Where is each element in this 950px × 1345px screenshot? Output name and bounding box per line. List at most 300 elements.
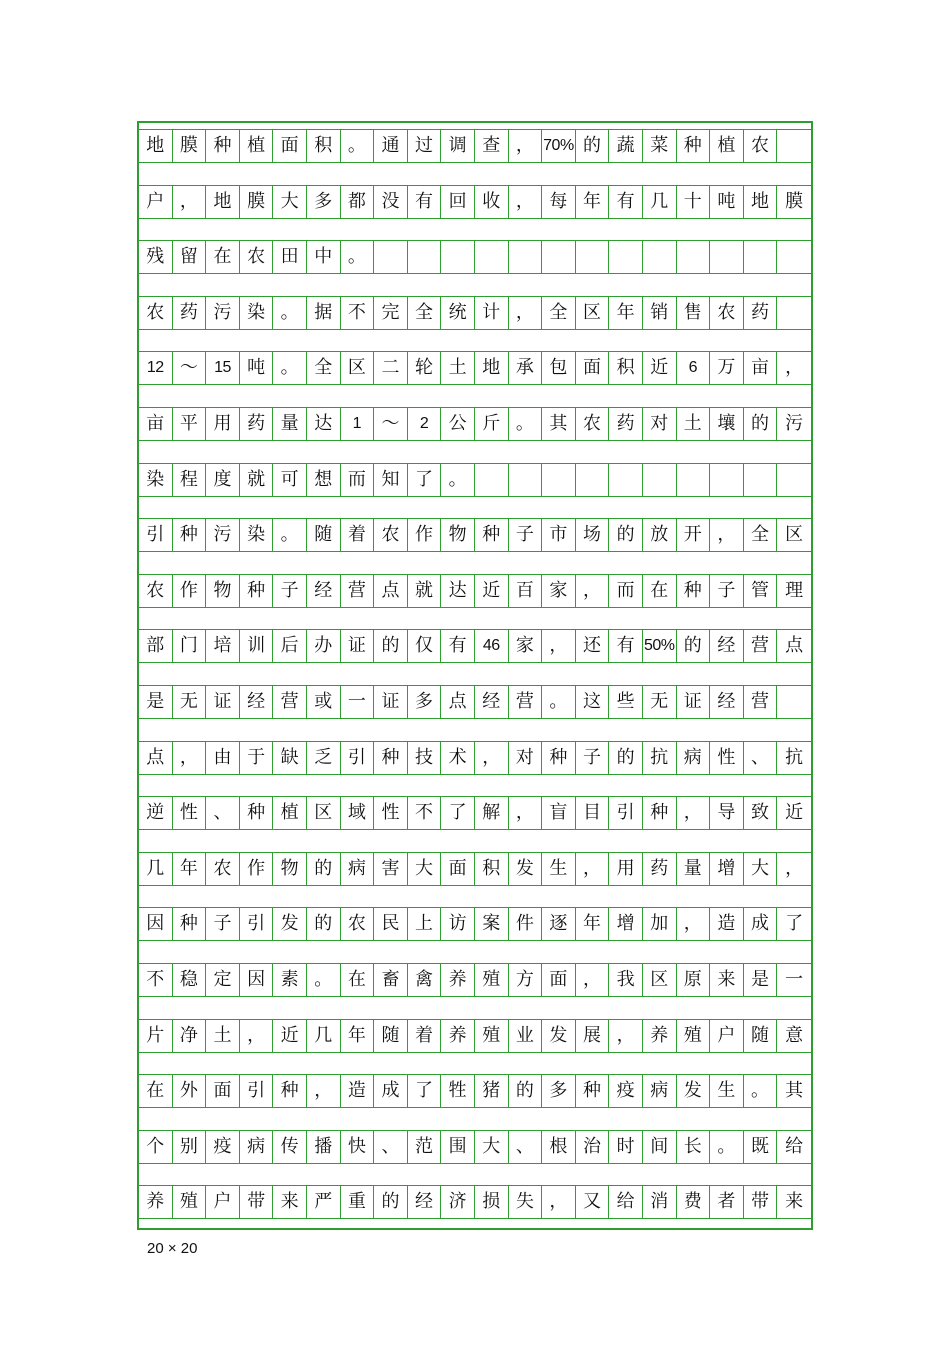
grid-cell: 其 bbox=[777, 1074, 811, 1108]
grid-cell: 缺 bbox=[273, 741, 307, 775]
grid-cell: ， bbox=[307, 1074, 341, 1108]
grid-cell: 的 bbox=[307, 907, 341, 941]
grid-cell: 46 bbox=[475, 629, 509, 663]
grid-cell: 几 bbox=[139, 852, 173, 886]
grid-cell: 药 bbox=[609, 407, 643, 441]
grid-cell: 地 bbox=[139, 129, 173, 163]
grid-cell: 后 bbox=[273, 629, 307, 663]
grid-cell: 过 bbox=[408, 129, 442, 163]
grid-cell: 近 bbox=[273, 1019, 307, 1053]
grid-cell: 可 bbox=[273, 463, 307, 497]
grid-cell: 药 bbox=[240, 407, 274, 441]
grid-row bbox=[139, 518, 811, 552]
grid-cell: 就 bbox=[240, 463, 274, 497]
grid-cell bbox=[744, 463, 778, 497]
grid-cell: 带 bbox=[744, 1185, 778, 1219]
grid-cell: 土 bbox=[441, 351, 475, 385]
grid-cell: 农 bbox=[240, 240, 274, 274]
grid-cell: 证 bbox=[374, 685, 408, 719]
grid-cell: 农 bbox=[576, 407, 610, 441]
grid-cell: 全 bbox=[307, 351, 341, 385]
grid-cell: 染 bbox=[240, 296, 274, 330]
grid-cell: 传 bbox=[273, 1130, 307, 1164]
grid-cell: 轮 bbox=[408, 351, 442, 385]
grid-cell: 增 bbox=[609, 907, 643, 941]
grid-cell: 有 bbox=[441, 629, 475, 663]
grid-cell: 面 bbox=[441, 852, 475, 886]
grid-cell: 养 bbox=[441, 963, 475, 997]
grid-cell: 来 bbox=[710, 963, 744, 997]
grid-cell: 发 bbox=[542, 1019, 576, 1053]
grid-cell bbox=[777, 240, 811, 274]
grid-cell: ， bbox=[173, 185, 207, 219]
grid-cell: 经 bbox=[710, 629, 744, 663]
grid-cell: 膜 bbox=[240, 185, 274, 219]
grid-cell: 土 bbox=[677, 407, 711, 441]
grid-cell: 件 bbox=[509, 907, 543, 941]
grid-cell: 性 bbox=[374, 796, 408, 830]
grid-cell: 长 bbox=[677, 1130, 711, 1164]
grid-cell: ， bbox=[509, 796, 543, 830]
grid-cell: 发 bbox=[509, 852, 543, 886]
grid-cell: 点 bbox=[374, 574, 408, 608]
grid-cell: 全 bbox=[408, 296, 442, 330]
grid-cell bbox=[677, 240, 711, 274]
grid-cell bbox=[509, 463, 543, 497]
grid-cell: 70% bbox=[542, 129, 576, 163]
grid-cell: 消 bbox=[643, 1185, 677, 1219]
grid-cell: 二 bbox=[374, 351, 408, 385]
grid-cell: 致 bbox=[744, 796, 778, 830]
grid-cell bbox=[475, 240, 509, 274]
grid-cell: 全 bbox=[744, 518, 778, 552]
grid-cell: 公 bbox=[441, 407, 475, 441]
grid-cell: 重 bbox=[341, 1185, 375, 1219]
grid-cell: 的 bbox=[374, 1185, 408, 1219]
grid-cell: 户 bbox=[139, 185, 173, 219]
grid-cell: 殖 bbox=[677, 1019, 711, 1053]
grid-cell: 包 bbox=[542, 351, 576, 385]
grid-cell: 2 bbox=[408, 407, 442, 441]
grid-cell: 来 bbox=[777, 1185, 811, 1219]
grid-cell: 训 bbox=[240, 629, 274, 663]
grid-row bbox=[139, 907, 811, 941]
grid-cell: 无 bbox=[643, 685, 677, 719]
grid-cell: 案 bbox=[475, 907, 509, 941]
grid-row bbox=[139, 296, 811, 330]
grid-cell: 区 bbox=[777, 518, 811, 552]
grid-cell: 业 bbox=[509, 1019, 543, 1053]
grid-cell: 因 bbox=[240, 963, 274, 997]
grid-cell: 造 bbox=[710, 907, 744, 941]
grid-cell: 收 bbox=[475, 185, 509, 219]
grid-cell: 原 bbox=[677, 963, 711, 997]
grid-cell: 近 bbox=[475, 574, 509, 608]
grid-cell: 养 bbox=[139, 1185, 173, 1219]
grid-cell: 无 bbox=[173, 685, 207, 719]
grid-cell: 营 bbox=[273, 685, 307, 719]
grid-cell: 子 bbox=[206, 907, 240, 941]
grid-cell: 地 bbox=[475, 351, 509, 385]
grid-cell: 给 bbox=[777, 1130, 811, 1164]
grid-cell: 管 bbox=[744, 574, 778, 608]
grid-cell: 种 bbox=[677, 129, 711, 163]
grid-cell: 、 bbox=[744, 741, 778, 775]
grid-cell: 留 bbox=[173, 240, 207, 274]
grid-cell: 于 bbox=[240, 741, 274, 775]
grid-cell: 地 bbox=[206, 185, 240, 219]
grid-cell: 家 bbox=[542, 574, 576, 608]
grid-cell: 子 bbox=[710, 574, 744, 608]
grid-cell: 亩 bbox=[139, 407, 173, 441]
grid-cell: 证 bbox=[341, 629, 375, 663]
grid-cell: 营 bbox=[509, 685, 543, 719]
grid-cell: 的 bbox=[609, 741, 643, 775]
grid-cell: 的 bbox=[307, 852, 341, 886]
grid-cell: 了 bbox=[441, 796, 475, 830]
grid-cell: 物 bbox=[273, 852, 307, 886]
grid-cell: 解 bbox=[475, 796, 509, 830]
grid-cell: 万 bbox=[710, 351, 744, 385]
grid-cell: 一 bbox=[341, 685, 375, 719]
grid-cell: 种 bbox=[677, 574, 711, 608]
grid-cell: 增 bbox=[710, 852, 744, 886]
grid-cell: ～ bbox=[173, 351, 207, 385]
grid-cell: 的 bbox=[374, 629, 408, 663]
grid-cell bbox=[777, 463, 811, 497]
grid-cell: 疫 bbox=[609, 1074, 643, 1108]
grid-cell: 的 bbox=[744, 407, 778, 441]
grid-cell: 目 bbox=[576, 796, 610, 830]
grid-row bbox=[139, 1019, 811, 1053]
grid-cell: 物 bbox=[206, 574, 240, 608]
grid-cell bbox=[609, 240, 643, 274]
grid-cell: 的 bbox=[509, 1074, 543, 1108]
grid-row bbox=[139, 240, 811, 274]
grid-cell: ， bbox=[609, 1019, 643, 1053]
grid-cell: 成 bbox=[744, 907, 778, 941]
grid-cell: ， bbox=[509, 185, 543, 219]
grid-cell: 市 bbox=[542, 518, 576, 552]
grid-cell: 抗 bbox=[643, 741, 677, 775]
grid-cell: 植 bbox=[710, 129, 744, 163]
grid-cell: 牲 bbox=[441, 1074, 475, 1108]
grid-cell: 点 bbox=[139, 741, 173, 775]
grid-cell: 几 bbox=[307, 1019, 341, 1053]
grid-cell bbox=[777, 685, 811, 719]
grid-row bbox=[139, 741, 811, 775]
grid-cell: 不 bbox=[139, 963, 173, 997]
grid-cell: 点 bbox=[777, 629, 811, 663]
grid-cell: 着 bbox=[341, 518, 375, 552]
grid-cell: 吨 bbox=[710, 185, 744, 219]
grid-cell: 根 bbox=[542, 1130, 576, 1164]
grid-cell bbox=[777, 129, 811, 163]
grid-cell: 经 bbox=[240, 685, 274, 719]
grid-cell: 作 bbox=[240, 852, 274, 886]
grid-cell: 子 bbox=[576, 741, 610, 775]
grid-row bbox=[139, 129, 811, 163]
grid-cell: 猪 bbox=[475, 1074, 509, 1108]
grid-cell: 的 bbox=[677, 629, 711, 663]
grid-row bbox=[139, 629, 811, 663]
grid-cell: 吨 bbox=[240, 351, 274, 385]
grid-cell: 植 bbox=[240, 129, 274, 163]
grid-cell bbox=[374, 240, 408, 274]
grid-cell: ， bbox=[576, 574, 610, 608]
grid-cell: 对 bbox=[643, 407, 677, 441]
grid-cell: 养 bbox=[441, 1019, 475, 1053]
grid-cell: ， bbox=[509, 129, 543, 163]
grid-cell: 回 bbox=[441, 185, 475, 219]
grid-cell: 子 bbox=[509, 518, 543, 552]
grid-row bbox=[139, 407, 811, 441]
grid-cell: 经 bbox=[408, 1185, 442, 1219]
grid-cell: 农 bbox=[206, 852, 240, 886]
grid-cell: 染 bbox=[139, 463, 173, 497]
grid-cell: 面 bbox=[542, 963, 576, 997]
grid-cell: 别 bbox=[173, 1130, 207, 1164]
grid-cell: 访 bbox=[441, 907, 475, 941]
grid-cell: 种 bbox=[475, 518, 509, 552]
grid-cell: 。 bbox=[273, 518, 307, 552]
grid-cell: 就 bbox=[408, 574, 442, 608]
grid-cell: 每 bbox=[542, 185, 576, 219]
grid-cell: 对 bbox=[509, 741, 543, 775]
grid-cell: 既 bbox=[744, 1130, 778, 1164]
grid-cell: 门 bbox=[173, 629, 207, 663]
grid-cell: 引 bbox=[341, 741, 375, 775]
grid-cell: 引 bbox=[240, 1074, 274, 1108]
grid-cell: 部 bbox=[139, 629, 173, 663]
grid-cell: ， bbox=[710, 518, 744, 552]
grid-cell: 查 bbox=[475, 129, 509, 163]
grid-cell: 多 bbox=[542, 1074, 576, 1108]
grid-cell: 造 bbox=[341, 1074, 375, 1108]
grid-cell: 营 bbox=[744, 629, 778, 663]
grid-cell: 户 bbox=[206, 1185, 240, 1219]
grid-cell bbox=[643, 240, 677, 274]
grid-cell: ， bbox=[509, 296, 543, 330]
grid-row bbox=[139, 796, 811, 830]
grid-cell: 有 bbox=[609, 185, 643, 219]
grid-cell: 营 bbox=[341, 574, 375, 608]
grid-cell bbox=[475, 463, 509, 497]
grid-cell: 大 bbox=[475, 1130, 509, 1164]
grid-cell: 农 bbox=[744, 129, 778, 163]
grid-cell: 治 bbox=[576, 1130, 610, 1164]
grid-cell: 失 bbox=[509, 1185, 543, 1219]
grid-cell: 种 bbox=[173, 518, 207, 552]
grid-cell: 平 bbox=[173, 407, 207, 441]
grid-cell: 种 bbox=[576, 1074, 610, 1108]
grid-cell: 。 bbox=[509, 407, 543, 441]
grid-cell: 染 bbox=[240, 518, 274, 552]
grid-cell: 积 bbox=[475, 852, 509, 886]
grid-cell: 6 bbox=[677, 351, 711, 385]
grid-cell: 用 bbox=[609, 852, 643, 886]
grid-cell: 禽 bbox=[408, 963, 442, 997]
grid-cell: 的 bbox=[609, 518, 643, 552]
grid-cell: 年 bbox=[341, 1019, 375, 1053]
grid-cell: 销 bbox=[643, 296, 677, 330]
grid-cell: 、 bbox=[509, 1130, 543, 1164]
grid-cell: 由 bbox=[206, 741, 240, 775]
grid-cell: 稳 bbox=[173, 963, 207, 997]
grid-cell bbox=[542, 240, 576, 274]
grid-cell: ～ bbox=[374, 407, 408, 441]
grid-cell: 方 bbox=[509, 963, 543, 997]
grid-cell: 膜 bbox=[173, 129, 207, 163]
grid-cell: 导 bbox=[710, 796, 744, 830]
grid-cell: 。 bbox=[710, 1130, 744, 1164]
grid-cell: 全 bbox=[542, 296, 576, 330]
grid-cell: 区 bbox=[576, 296, 610, 330]
grid-cell: 几 bbox=[643, 185, 677, 219]
grid-cell: 营 bbox=[744, 685, 778, 719]
grid-cell: 。 bbox=[744, 1074, 778, 1108]
grid-cell: 物 bbox=[441, 518, 475, 552]
grid-cell: 点 bbox=[441, 685, 475, 719]
grid-cell: 种 bbox=[273, 1074, 307, 1108]
grid-cell: 作 bbox=[173, 574, 207, 608]
grid-cell: 素 bbox=[273, 963, 307, 997]
grid-cell: 十 bbox=[677, 185, 711, 219]
grid-cell: 量 bbox=[677, 852, 711, 886]
grid-cell: 随 bbox=[374, 1019, 408, 1053]
grid-cell: 据 bbox=[307, 296, 341, 330]
grid-cell: 多 bbox=[408, 685, 442, 719]
grid-cell: 。 bbox=[441, 463, 475, 497]
grid-cell bbox=[576, 240, 610, 274]
grid-cell: 种 bbox=[206, 129, 240, 163]
grid-cell: 生 bbox=[542, 852, 576, 886]
grid-cell: 面 bbox=[576, 351, 610, 385]
grid-cell: 子 bbox=[273, 574, 307, 608]
grid-cell: 田 bbox=[273, 240, 307, 274]
grid-cell: 程 bbox=[173, 463, 207, 497]
grid-cell: 不 bbox=[341, 296, 375, 330]
grid-cell: ， bbox=[542, 629, 576, 663]
grid-cell: 调 bbox=[441, 129, 475, 163]
grid-cell: 域 bbox=[341, 796, 375, 830]
grid-cell: 理 bbox=[777, 574, 811, 608]
grid-cell: 抗 bbox=[777, 741, 811, 775]
grid-cell: 意 bbox=[777, 1019, 811, 1053]
grid-row bbox=[139, 963, 811, 997]
grid-cell: 了 bbox=[408, 463, 442, 497]
grid-row bbox=[139, 1185, 811, 1219]
grid-cell: 近 bbox=[777, 796, 811, 830]
grid-cell: 农 bbox=[374, 518, 408, 552]
grid-cell: 面 bbox=[273, 129, 307, 163]
grid-cell: 或 bbox=[307, 685, 341, 719]
grid-cell: 害 bbox=[374, 852, 408, 886]
grid-cell: 乏 bbox=[307, 741, 341, 775]
grid-cell: 种 bbox=[173, 907, 207, 941]
grid-cell: 膜 bbox=[777, 185, 811, 219]
grid-cell: 污 bbox=[206, 296, 240, 330]
grid-cell: 办 bbox=[307, 629, 341, 663]
grid-cell: 上 bbox=[408, 907, 442, 941]
grid-cell: 盲 bbox=[542, 796, 576, 830]
grid-cell: 间 bbox=[643, 1130, 677, 1164]
grid-cell: 中 bbox=[307, 240, 341, 274]
grid-cell: 随 bbox=[744, 1019, 778, 1053]
grid-cell: 了 bbox=[408, 1074, 442, 1108]
grid-cell: 给 bbox=[609, 1185, 643, 1219]
grid-cell: 多 bbox=[307, 185, 341, 219]
grid-cell: 病 bbox=[341, 852, 375, 886]
grid-cell: 时 bbox=[609, 1130, 643, 1164]
grid-cell: 度 bbox=[206, 463, 240, 497]
grid-cell: 土 bbox=[206, 1019, 240, 1053]
grid-cell: 年 bbox=[576, 907, 610, 941]
grid-cell: 其 bbox=[542, 407, 576, 441]
grid-cell: 达 bbox=[441, 574, 475, 608]
grid-cell: 壤 bbox=[710, 407, 744, 441]
grid-cell: 着 bbox=[408, 1019, 442, 1053]
grid-cell: 年 bbox=[609, 296, 643, 330]
grid-cell: 种 bbox=[643, 796, 677, 830]
grid-cell: ， bbox=[542, 1185, 576, 1219]
grid-cell: 济 bbox=[441, 1185, 475, 1219]
grid-cell: 严 bbox=[307, 1185, 341, 1219]
grid-cell: 量 bbox=[273, 407, 307, 441]
grid-cell: 性 bbox=[710, 741, 744, 775]
grid-cell: 些 bbox=[609, 685, 643, 719]
grid-cell: 药 bbox=[173, 296, 207, 330]
grid-cell: 近 bbox=[643, 351, 677, 385]
grid-cell: 药 bbox=[643, 852, 677, 886]
grid-row bbox=[139, 185, 811, 219]
grid-cell: 蔬 bbox=[609, 129, 643, 163]
grid-cell bbox=[744, 240, 778, 274]
grid-cell: 完 bbox=[374, 296, 408, 330]
grid-cell bbox=[509, 240, 543, 274]
grid-row bbox=[139, 351, 811, 385]
grid-cell: 年 bbox=[576, 185, 610, 219]
grid-cell: 殖 bbox=[475, 963, 509, 997]
grid-cell: 、 bbox=[374, 1130, 408, 1164]
grid-cell: 生 bbox=[710, 1074, 744, 1108]
grid-cell: 农 bbox=[341, 907, 375, 941]
grid-cell: ， bbox=[475, 741, 509, 775]
grid-cell: 计 bbox=[475, 296, 509, 330]
grid-cell: 引 bbox=[240, 907, 274, 941]
grid-cell: 污 bbox=[777, 407, 811, 441]
grid-cell: 在 bbox=[206, 240, 240, 274]
grid-cell: 畜 bbox=[374, 963, 408, 997]
grid-row bbox=[139, 1130, 811, 1164]
grid-cell bbox=[710, 240, 744, 274]
grid-cell: 大 bbox=[273, 185, 307, 219]
grid-cell bbox=[408, 240, 442, 274]
grid-cell: 农 bbox=[139, 296, 173, 330]
grid-cell: 亩 bbox=[744, 351, 778, 385]
grid-cell: 费 bbox=[677, 1185, 711, 1219]
grid-cell: 不 bbox=[408, 796, 442, 830]
grid-cell: 的 bbox=[576, 129, 610, 163]
grid-cell: 没 bbox=[374, 185, 408, 219]
grid-cell: 。 bbox=[273, 351, 307, 385]
grid-cell: 证 bbox=[677, 685, 711, 719]
grid-cell: 百 bbox=[509, 574, 543, 608]
grid-cell: 一 bbox=[777, 963, 811, 997]
grid-cell: 区 bbox=[307, 796, 341, 830]
grid-cell: 1 bbox=[341, 407, 375, 441]
grid-cell: 逆 bbox=[139, 796, 173, 830]
